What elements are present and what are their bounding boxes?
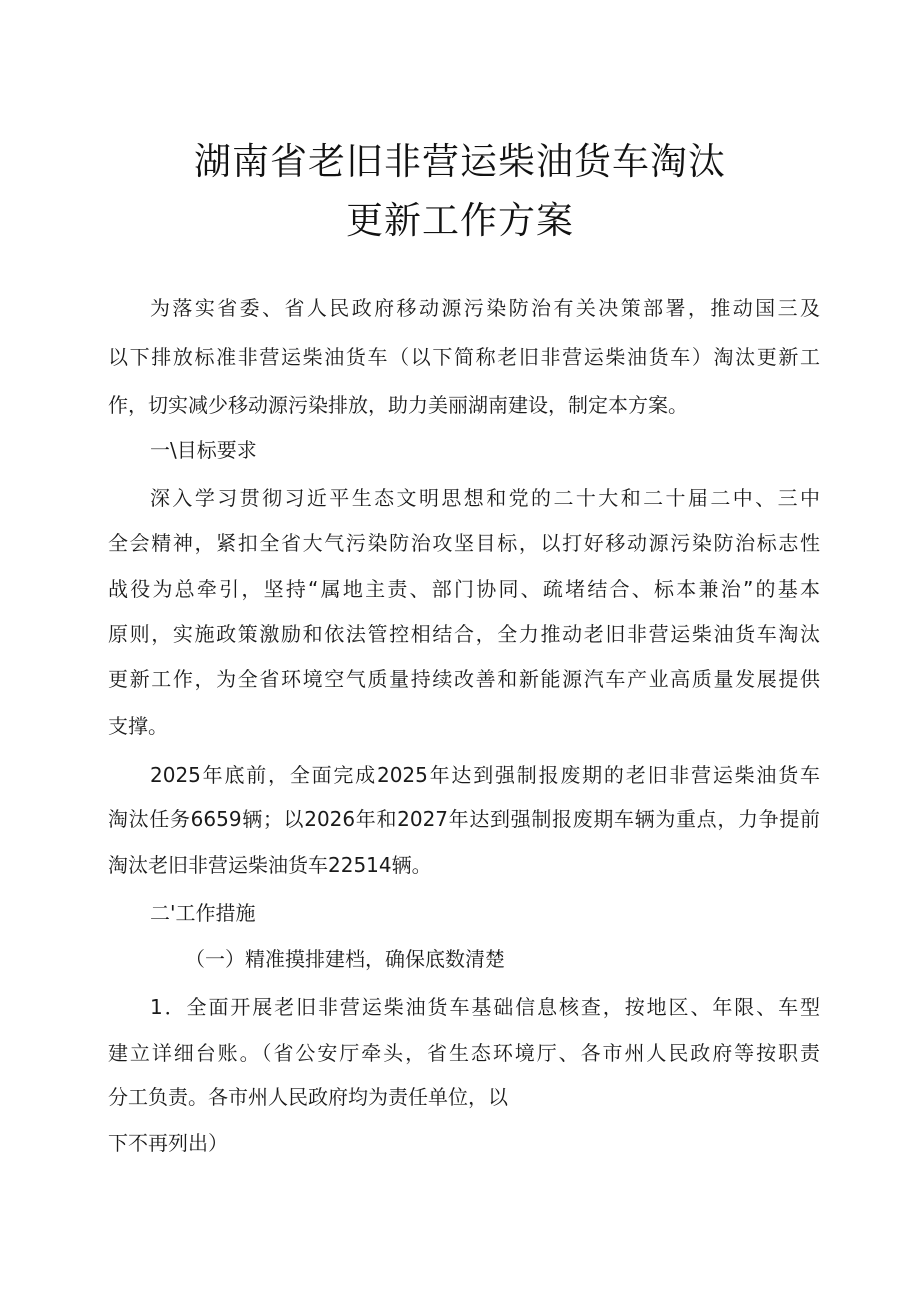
section1-para2-line-3: 淘汰老旧非营运柴油货车22514辆。 [108,853,432,877]
subsection1-heading: （一）精准摸排建档，确保底数清楚 [185,947,505,971]
document-title-line2: 更新工作方案 [346,199,574,242]
item1-line-4: 下不再列出） [108,1131,228,1155]
item1-line-3: 分工负责。各市州人民政府均为责任单位，以 [108,1085,508,1109]
section1-para2-line-2: 淘汰任务6659辆；以2026年和2027年达到强制报废期车辆为重点，力争提前 [108,807,820,831]
document-title-line1: 湖南省老旧非营运柴油货车淘汰 [194,140,726,183]
intro-line-2: 以下排放标准非营运柴油货车（以下简称老旧非营运柴油货车）淘汰更新工 [108,345,820,369]
section1-para1-line-6: 支撑。 [108,714,168,738]
section1-para1-line-4: 原则，实施政策激励和依法管控相结合，全力推动老旧非营运柴油货车淘汰 [108,622,820,646]
section1-heading: 一\目标要求 [150,438,257,462]
section1-para1-line-3: 战役为总牵引，坚持“属地主责、部门协同、疏堵结合、标本兼治”的基本 [108,577,820,601]
section1-para2-line-1: 2025年底前，全面完成2025年达到强制报废期的老旧非营运柴油货车 [150,763,820,787]
section1-para1-line-1: 深入学习贯彻习近平生态文明思想和党的二十大和二十届二中、三中 [150,486,820,510]
section2-heading: 二'工作措施 [150,901,256,925]
section1-para1-line-2: 全会精神，紧扣全省大气污染防治攻坚目标，以打好移动源污染防治标志性 [108,531,820,555]
intro-line-1: 为落实省委、省人民政府移动源污染防治有关决策部署，推动国三及 [150,296,820,320]
item1-line-2: 建立详细台账。（省公安厅牵头，省生态环境厅、各市州人民政府等按职责 [108,1041,820,1065]
section1-para1-line-5: 更新工作，为全省环境空气质量持续改善和新能源汽车产业高质量发展提供 [108,667,820,691]
item1-line-1: 1．全面开展老旧非营运柴油货车基础信息核查，按地区、年限、车型 [150,995,820,1019]
intro-line-3: 作，切实减少移动源污染排放，助力美丽湖南建设，制定本方案。 [108,393,688,417]
